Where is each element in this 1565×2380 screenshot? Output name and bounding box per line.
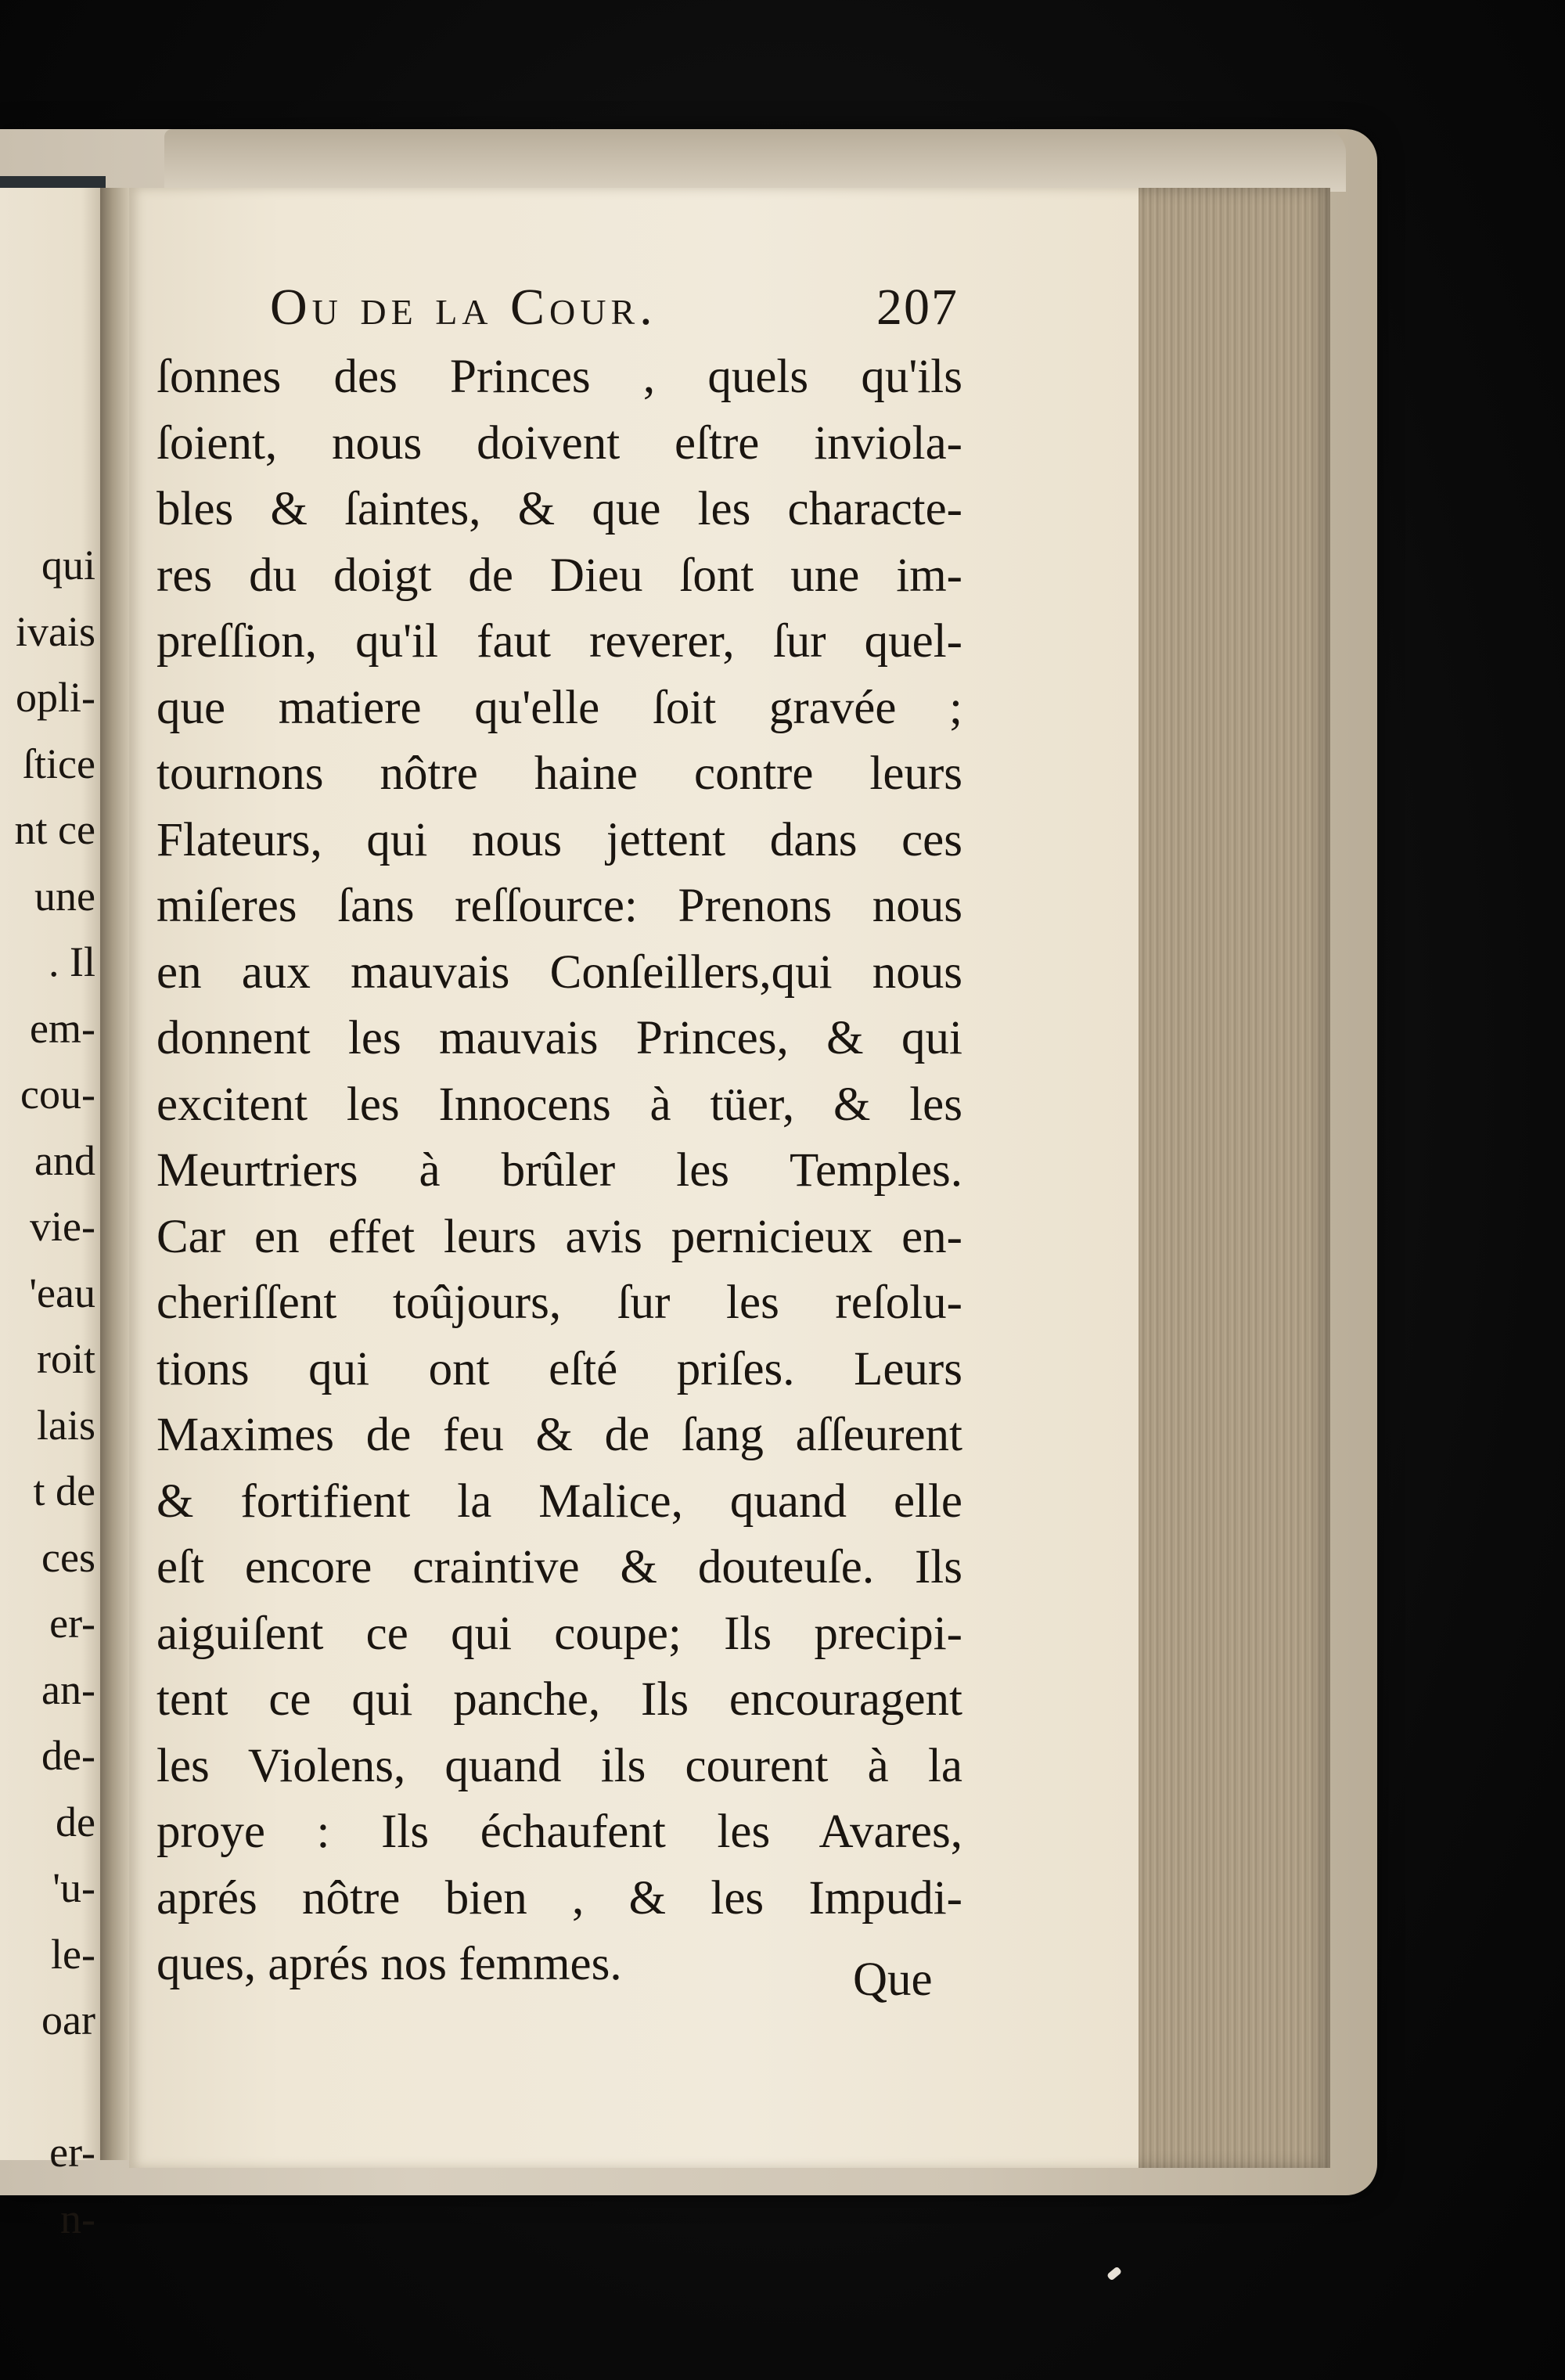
left-text-fragment: le- [51, 1930, 95, 1978]
text-line: tent ce qui panche, Ils encouragent [156, 1673, 962, 1726]
running-head [153, 278, 959, 340]
text-line: & fortifient la Malice, quand elle [156, 1474, 962, 1528]
left-text-fragment: em- [30, 1004, 95, 1052]
text-line: ſonnes des Princes , quels qu'ils [156, 351, 962, 403]
text-line: miſeres ſans reſſource: Prenons nous [156, 880, 962, 932]
left-text-fragment: t de [33, 1467, 95, 1514]
left-text-fragment: and [34, 1136, 95, 1184]
text-line: ques, aprés nos femmes. [156, 1938, 622, 1990]
catchword: Que [853, 1953, 933, 2006]
left-text-fragment: er- [49, 1600, 95, 1647]
left-page-text-fragments [0, 532, 100, 2252]
left-text-fragment: ivais [16, 607, 95, 655]
left-text-fragment: une [34, 872, 95, 920]
text-line: eſt encore craintive & douteuſe. Ils [156, 1541, 962, 1593]
page-number: 207 [876, 279, 959, 336]
text-line: Maximes de feu & de ſang aſſeurent [156, 1409, 962, 1461]
text-line: preſſion, qu'il faut reverer, ſur quel- [156, 615, 962, 668]
text-line: res du doigt de Dieu ſont une im- [156, 549, 962, 602]
page-fore-edge [1139, 188, 1330, 2168]
left-facing-page [0, 188, 102, 2242]
text-line: aiguiſent ce qui coupe; Ils precipi- [156, 1607, 962, 1660]
left-text-fragment: ſtice [23, 740, 95, 787]
text-line: Flateurs, qui nous jettent dans ces [156, 813, 962, 866]
left-text-fragment: . Il [49, 938, 95, 985]
left-text-fragment: de [56, 1798, 95, 1845]
text-line: bles & ſaintes, & que les characte- [156, 483, 962, 535]
left-text-fragment: oar [41, 1997, 95, 2043]
text-line: en aux mauvais Conſeillers,qui nous [156, 945, 962, 999]
text-line: les Violens, quand ils courent à la [156, 1739, 962, 1792]
text-line: Car en effet leurs avis pernicieux en- [156, 1210, 962, 1263]
text-line: cheriſſent toûjours, ſur les reſolu- [156, 1276, 962, 1329]
left-text-fragment: roit [37, 1335, 95, 1382]
left-text-fragment: opli- [16, 674, 95, 721]
left-text-fragment: lais [37, 1401, 95, 1449]
left-text-fragment [0, 2054, 100, 2120]
left-text-fragment: vie- [30, 1203, 95, 1250]
text-line: ſoient, nous doivent eſtre inviola- [156, 416, 962, 470]
text-line: Meurtriers à brûler les Temples. [156, 1144, 962, 1197]
running-title: Ou de la Cour. [270, 279, 657, 336]
page-gutter [100, 188, 131, 2160]
cover-top-edge [164, 129, 1346, 192]
text-line: excitent les Innocens à tüer, & les [156, 1078, 962, 1131]
left-text-fragment: ces [41, 1533, 95, 1581]
left-text-fragment: an- [41, 1665, 95, 1713]
left-text-fragment: de- [41, 1732, 95, 1779]
text-line: que matiere qu'elle ſoit gravée ; [156, 681, 962, 734]
left-text-fragment: n- [60, 2195, 95, 2242]
text-line: donnent les mauvais Princes, & qui [156, 1012, 962, 1064]
body-text [156, 344, 962, 1998]
text-line: proye : Ils échaufent les Avares, [156, 1806, 962, 1858]
text-line: aprés nôtre bien , & les Impudi- [156, 1871, 962, 1925]
text-line: tournons nôtre haine contre leurs [156, 747, 962, 800]
left-text-fragment: nt ce [14, 806, 95, 853]
left-text-fragment: qui [41, 542, 95, 589]
left-text-fragment: 'eau [29, 1269, 95, 1316]
left-text-fragment: cou- [20, 1071, 95, 1118]
text-line: tions qui ont eſté priſes. Leurs [156, 1342, 962, 1395]
left-text-fragment: er- [49, 2129, 95, 2176]
left-text-fragment: 'u- [52, 1864, 95, 1911]
